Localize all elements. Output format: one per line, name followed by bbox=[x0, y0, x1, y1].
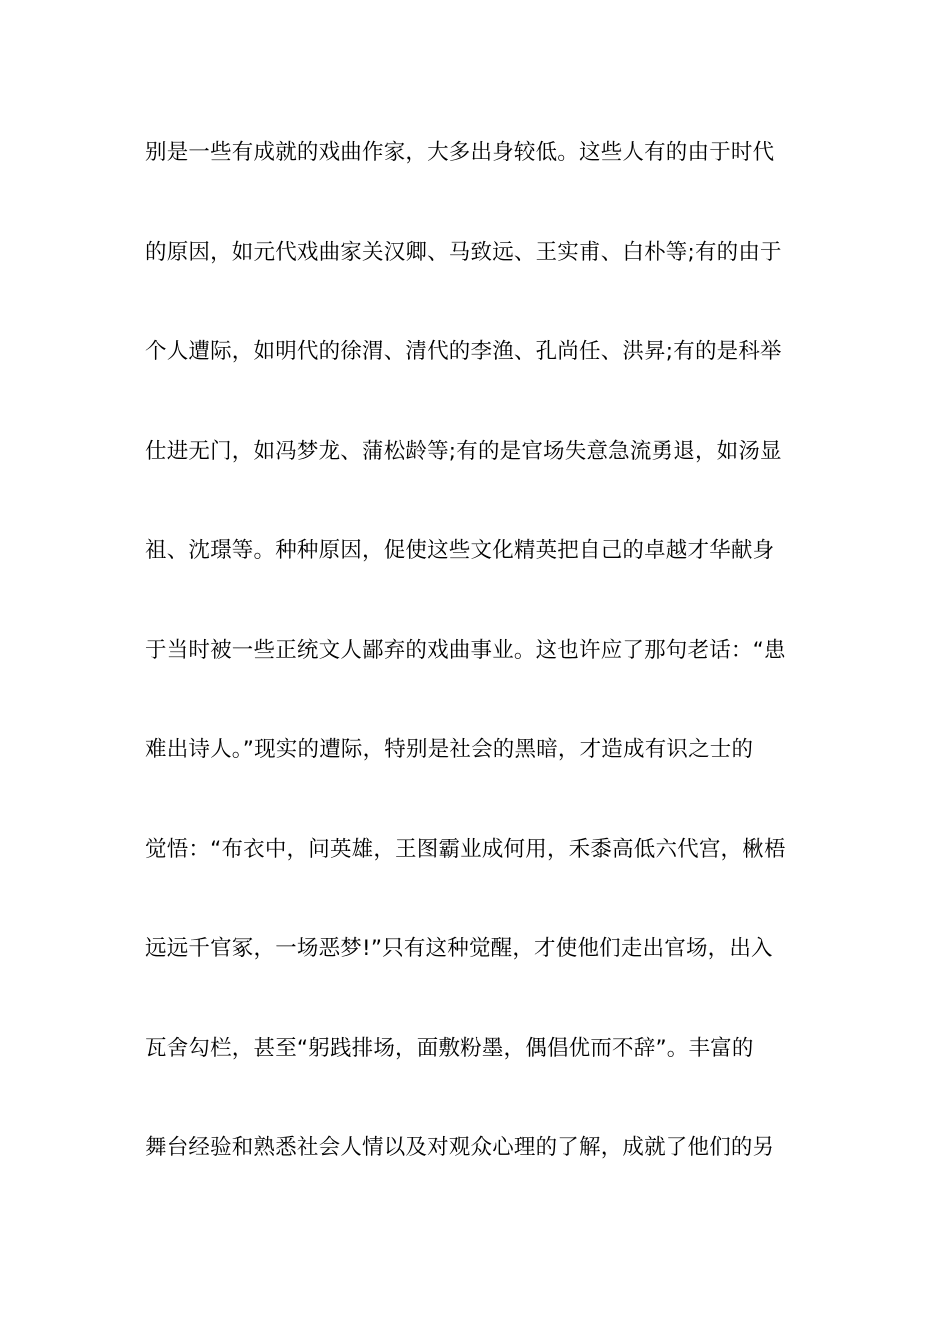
text-line: 舞台经验和熟悉社会人情以及对观众心理的了解，成就了他们的另 bbox=[145, 1135, 775, 1160]
text-line: 仕进无门，如冯梦龙、蒲松龄等;有的是官场失意急流勇退，如汤显 bbox=[145, 438, 782, 464]
text-line: 别是一些有成就的戏曲作家，大多出身较低。这些人有的由于时代 bbox=[145, 140, 775, 165]
text-line: 个人遭际，如明代的徐渭、清代的李渔、孔尚任、洪昇;有的是科举 bbox=[145, 339, 782, 364]
text-line: 难出诗人。”现实的遭际，特别是社会的黑暗，才造成有识之士的 bbox=[145, 737, 754, 762]
text-line: 的原因，如元代戏曲家关汉卿、马致远、王实甫、白朴等;有的由于 bbox=[145, 239, 782, 265]
text-line: 远远千官冢，一场恶梦!”只有这种觉醒，才使他们走出官场，出入 bbox=[145, 936, 773, 961]
text-line: 于当时被一些正统文人鄙弃的戏曲事业。这也许应了那句老话：“患 bbox=[145, 637, 786, 663]
text-line: 瓦舍勾栏，甚至“躬践排场，面敷粉墨，偶倡优而不辞”。丰富的 bbox=[145, 1035, 754, 1061]
body-text bbox=[145, 131, 815, 1226]
text-line: 觉悟：“布衣中，问英雄，王图霸业成何用，禾黍高低六代宫，楸梧 bbox=[145, 836, 786, 862]
text-line: 祖、沈璟等。种种原因，促使这些文化精英把自己的卓越才华献身 bbox=[145, 538, 775, 563]
